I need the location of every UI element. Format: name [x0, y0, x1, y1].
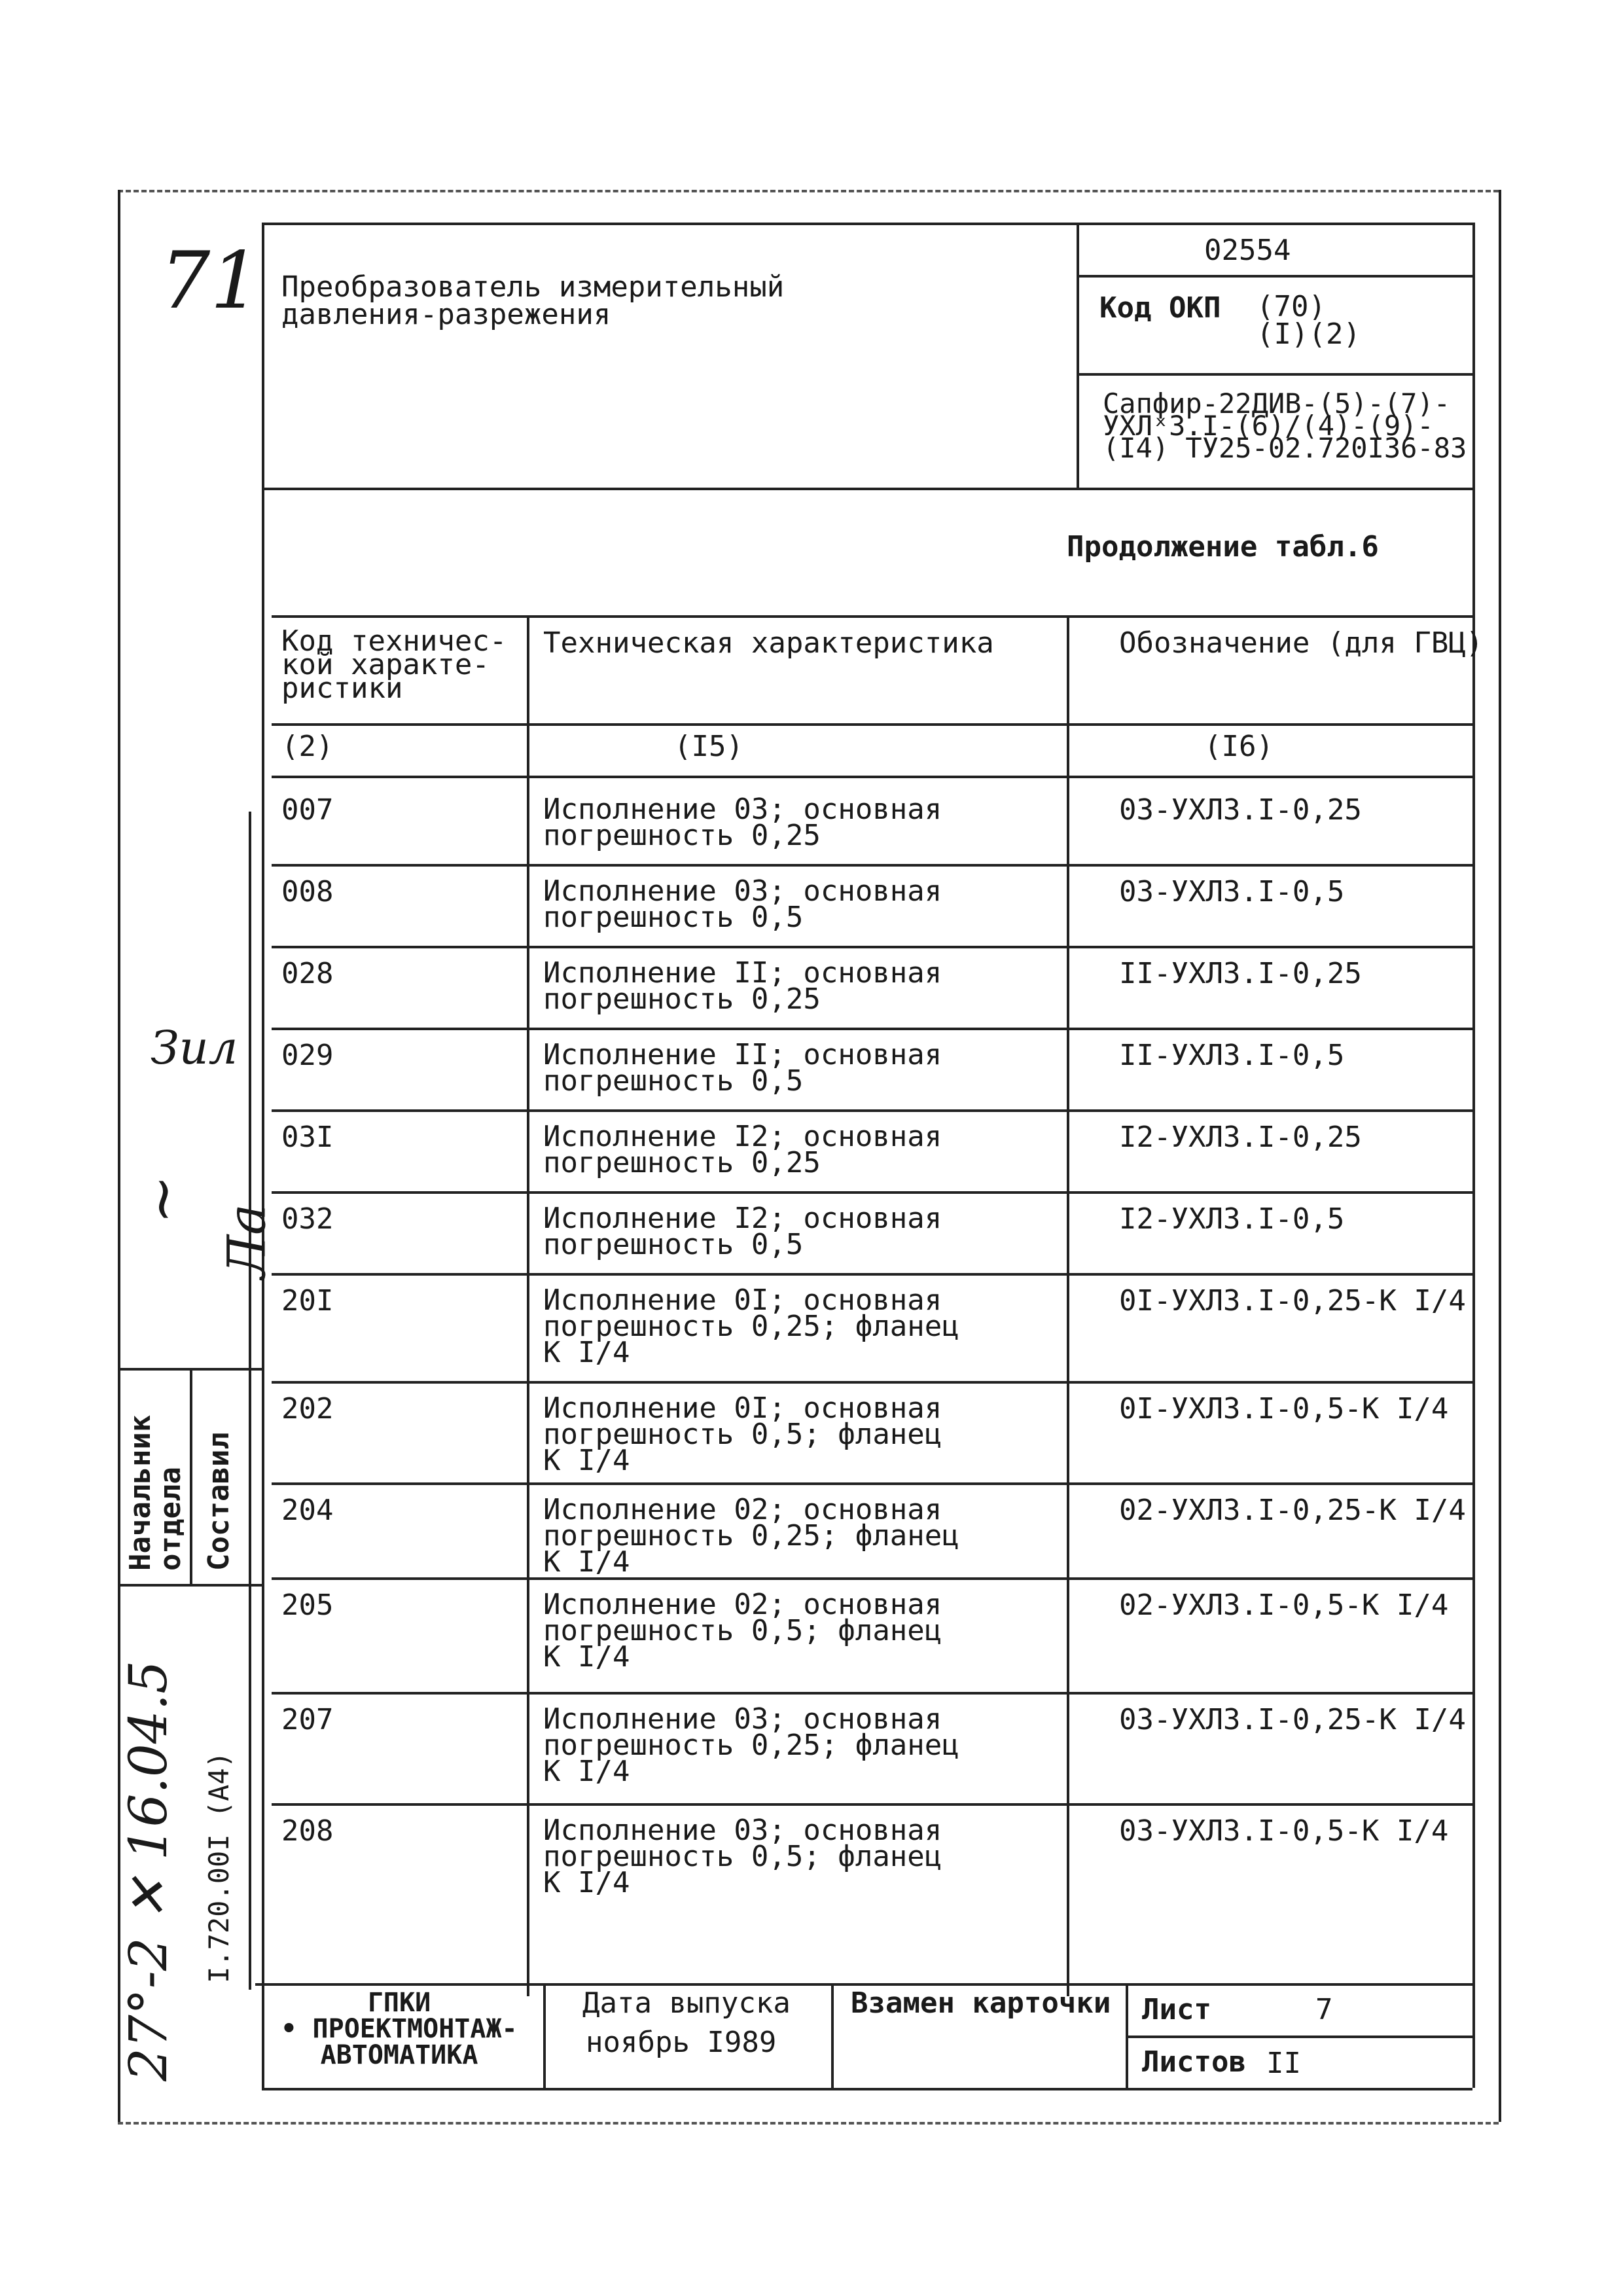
row-code: 205: [281, 1588, 334, 1622]
card-right: [1472, 223, 1475, 2088]
designation: Сапфир-22ДИВ-(5)-(7)- УХЛˣ3.I-(6)/(4)-(9)- (I4) ТУ25-02.720I36-83: [1103, 387, 1467, 464]
col-divider-2: [1067, 615, 1069, 1996]
row-description: Исполнение II; основная погрешность 0,5: [543, 1038, 942, 1098]
header-line-2: [1077, 373, 1472, 376]
col-divider-1: [527, 615, 529, 1996]
footer-div-1: [543, 1983, 546, 2088]
table-caption: Продолжение табл.6: [1067, 530, 1379, 564]
row-separator: [272, 1028, 1472, 1030]
dept-head-label: Начальник отдела: [124, 1414, 187, 1571]
row-designation: 03-УХЛ3.I-0,25: [1119, 793, 1362, 827]
row-code: 207: [281, 1703, 334, 1736]
row-description: Исполнение 02; основная погрешность 0,25; фланец К I/4: [543, 1493, 959, 1579]
row-code: 202: [281, 1392, 334, 1426]
sheet-label: Лист: [1142, 1993, 1211, 2026]
frame-top: [118, 190, 1499, 192]
sheets-total: II: [1266, 2047, 1301, 2080]
col-header-designation: Обозначение (для ГВЦ): [1119, 626, 1484, 660]
replaces-label: Взамен карточки: [851, 1986, 1111, 2020]
frame-right: [1499, 190, 1501, 2122]
row-designation: II-УХЛ3.I-0,5: [1119, 1039, 1345, 1072]
row-description: Исполнение I2; основная погрешность 0,25: [543, 1120, 942, 1179]
okp-value: (70) (I)(2): [1257, 290, 1361, 351]
row-description: Исполнение 03; основная погрешность 0,25: [543, 793, 942, 852]
row-separator: [272, 1109, 1472, 1112]
row-designation: 03-УХЛ3.I-0,5-К I/4: [1119, 1814, 1449, 1848]
row-designation: 03-УХЛ3.I-0,25-К I/4: [1119, 1703, 1466, 1736]
row-designation: 0I-УХЛ3.I-0,25-К I/4: [1119, 1284, 1466, 1318]
row-designation: 0I-УХЛ3.I-0,5-К I/4: [1119, 1392, 1449, 1426]
release-label: Дата выпуска: [582, 1986, 791, 2020]
row-description: Исполнение I2; основная погрешность 0,5: [543, 1202, 942, 1261]
row-separator: [272, 1273, 1472, 1276]
org-name: ГПКИ • ПРОЕКТМОНТАЖ- АВТОМАТИКА: [281, 1988, 518, 2070]
header-row-line: [272, 723, 1472, 726]
row-code: 208: [281, 1814, 334, 1848]
col-header-code: Код техничес- кой характе- ристики: [281, 624, 507, 705]
strip-divider-2: [249, 812, 251, 1990]
card-top: [262, 223, 1472, 225]
row-description: Исполнение 0I; основная погрешность 0,25; фланец К I/4: [543, 1283, 959, 1369]
header-line-1: [1077, 275, 1472, 278]
header-divider-v: [1077, 223, 1079, 488]
okp-label: Код ОКП: [1099, 291, 1221, 325]
row-description: Исполнение 03; основная погрешность 0,5; фланец К I/4: [543, 1814, 942, 1899]
row-description: Исполнение 03; основная погрешность 0,5: [543, 874, 942, 934]
signature-3: Ла: [216, 1204, 277, 1279]
row-description: Исполнение 02; основная погрешность 0,5; фланец К I/4: [543, 1588, 942, 1674]
code-row-line: [272, 776, 1472, 778]
footer-top: [255, 1983, 1472, 1986]
row-designation: I2-УХЛ3.I-0,5: [1119, 1202, 1345, 1236]
sheet-number: 7: [1315, 1993, 1333, 2026]
row-code: 032: [281, 1202, 334, 1236]
strip-bottom: [118, 1584, 262, 1587]
release-date: ноябрь I989: [586, 2026, 777, 2059]
row-description: Исполнение 0I; основная погрешность 0,5; фланец К I/4: [543, 1391, 942, 1477]
product-name: Преобразователь измерительный давления-разрежения: [281, 270, 785, 331]
row-description: Исполнение 03; основная погрешность 0,25; фланец К I/4: [543, 1702, 959, 1788]
row-separator: [272, 1381, 1472, 1384]
col-code-code: (2): [281, 730, 334, 763]
row-code: 028: [281, 957, 334, 990]
row-code: 204: [281, 1494, 334, 1527]
signature-1: Зил: [151, 1021, 238, 1075]
signature-2: ~: [128, 1174, 197, 1225]
table-top: [272, 615, 1472, 618]
header-bottom: [262, 488, 1472, 490]
col-header-desc: Техническая характеристика: [543, 626, 994, 660]
footer-div-2: [831, 1983, 834, 2088]
sheets-label: Листов: [1142, 2045, 1246, 2079]
row-code: 007: [281, 793, 334, 827]
footer-mid: [1126, 2036, 1472, 2038]
strip-divider: [190, 1368, 192, 1584]
row-separator: [272, 1803, 1472, 1806]
row-designation: 02-УХЛ3.I-0,5-К I/4: [1119, 1588, 1449, 1622]
row-designation: II-УХЛ3.I-0,25: [1119, 957, 1362, 990]
row-description: Исполнение II; основная погрешность 0,25: [543, 956, 942, 1016]
handwritten-page-number: 71: [160, 236, 260, 327]
row-designation: 03-УХЛ3.I-0,5: [1119, 875, 1345, 908]
row-designation: I2-УХЛ3.I-0,25: [1119, 1121, 1362, 1154]
row-code: 03I: [281, 1121, 334, 1154]
row-code: 008: [281, 875, 334, 908]
row-separator: [272, 864, 1472, 867]
strip-top: [118, 1368, 262, 1371]
handwritten-stamp: 27°-2 ✕ 16.04.5: [118, 1660, 179, 2081]
card-left: [262, 223, 264, 2088]
card-number: 02554: [1204, 234, 1291, 267]
col-code-designation: (I6): [1204, 730, 1274, 763]
row-separator: [272, 1692, 1472, 1695]
row-separator: [272, 1577, 1472, 1580]
row-designation: 02-УХЛ3.I-0,25-К I/4: [1119, 1494, 1466, 1527]
card-bottom: [262, 2088, 1472, 2090]
doc-code: I.720.00I (A4): [203, 1751, 235, 1983]
col-code-desc: (I5): [674, 730, 743, 763]
compiled-label: Составил: [202, 1432, 236, 1571]
row-code: 029: [281, 1039, 334, 1072]
row-separator: [272, 1191, 1472, 1194]
row-code: 20I: [281, 1284, 334, 1318]
row-separator: [272, 946, 1472, 948]
frame-bottom: [118, 2122, 1499, 2125]
row-separator: [272, 1482, 1472, 1485]
